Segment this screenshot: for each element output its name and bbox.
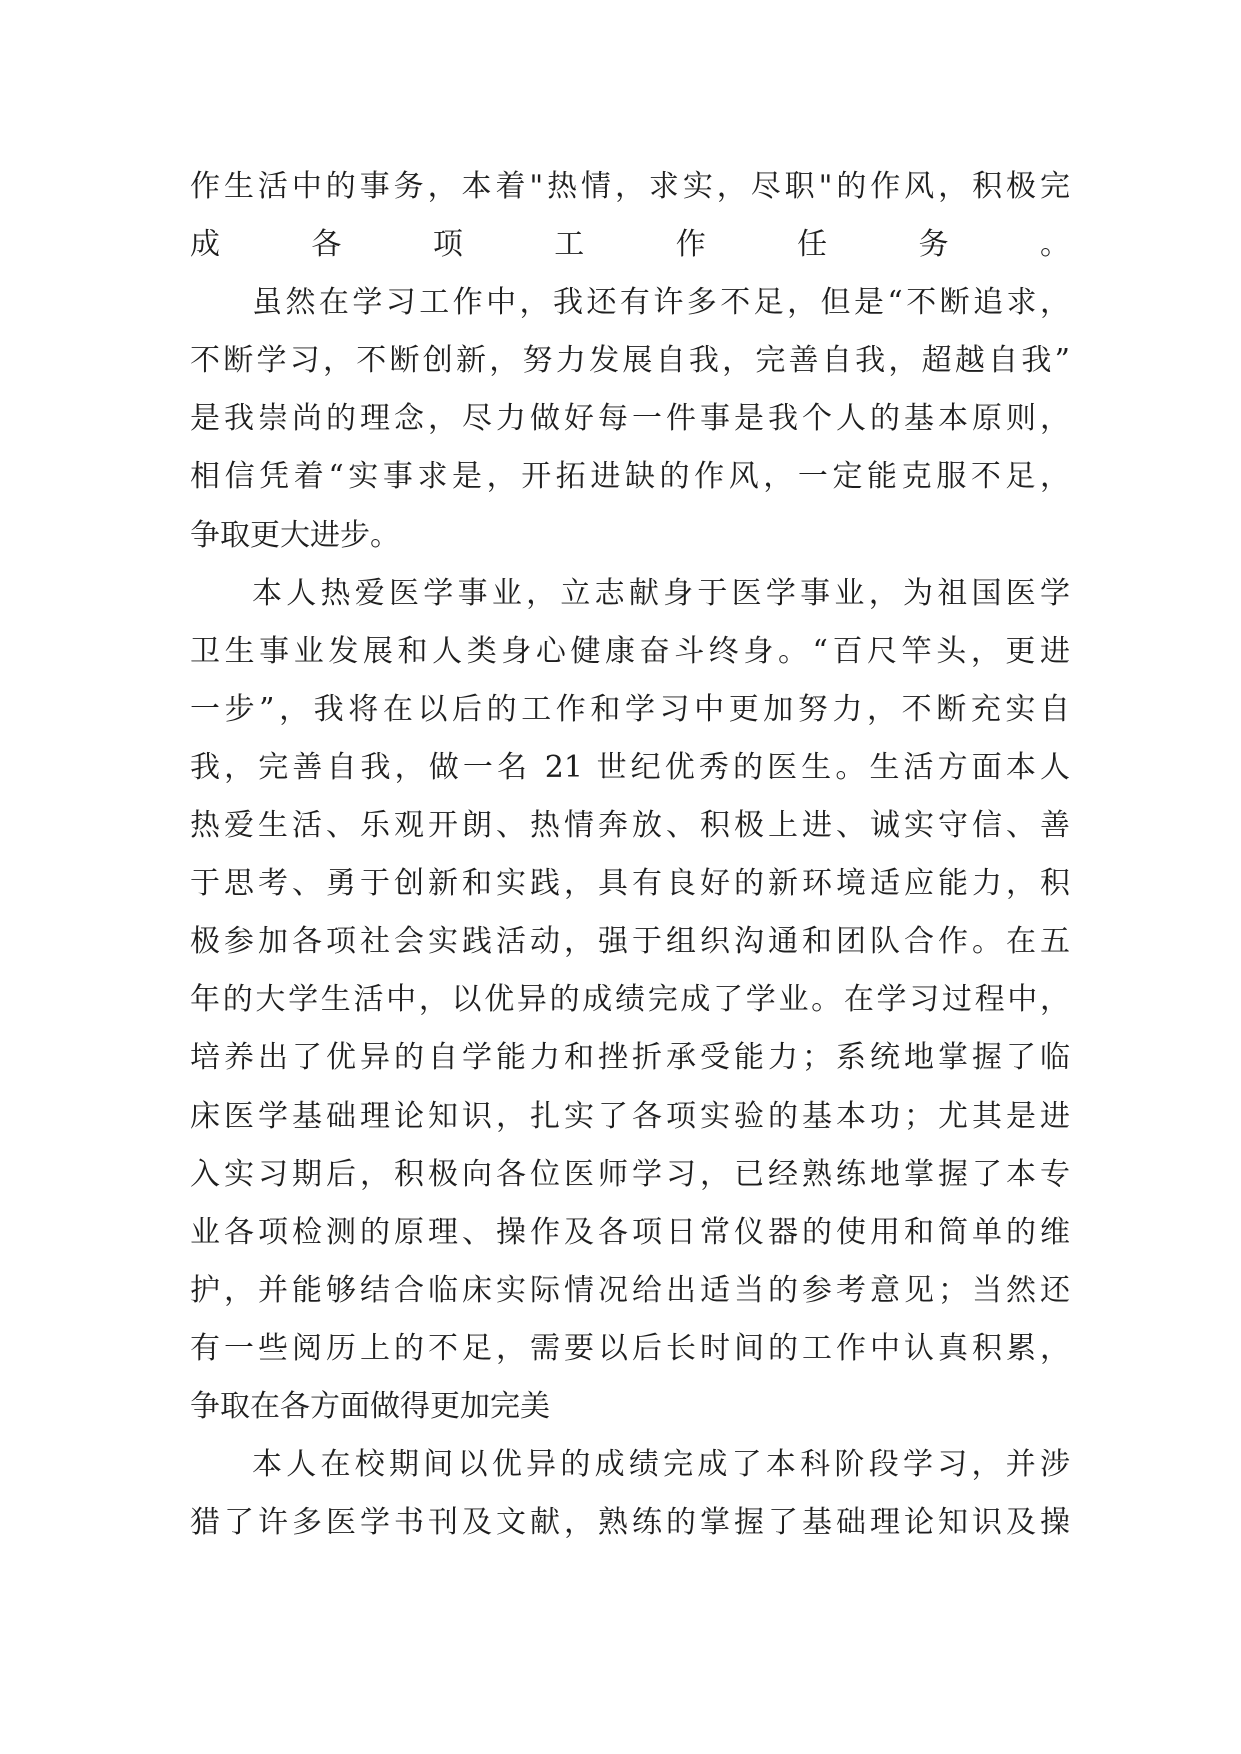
text-line: 本人热爱医学事业，立志献身于医学事业，为祖国医学 xyxy=(252,575,1070,611)
text-line: 是我崇尚的理念，尽力做好每一件事是我个人的基本原则， xyxy=(190,401,1070,437)
text-line: 不断学习，不断创新，努力发展自我，完善自我，超越自我” xyxy=(190,343,1070,379)
text-line: 护，并能够结合临床实际情况给出适当的参考意见；当然还 xyxy=(190,1272,1070,1308)
text-line: 床医学基础理论知识，扎实了各项实验的基本功；尤其是进 xyxy=(190,1098,1070,1134)
text-line: 热爱生活、乐观开朗、热情奔放、积极上进、诚实守信、善 xyxy=(190,808,1070,844)
text-line: 争取在各方面做得更加完美 xyxy=(190,1388,550,1424)
text-line: 极参加各项社会实践活动，强于组织沟通和团队合作。在五 xyxy=(190,924,1070,960)
paragraph xyxy=(190,158,1070,274)
text-line: 争取更大进步。 xyxy=(190,517,400,553)
paragraph xyxy=(190,1436,1070,1552)
text-line: 卫生事业发展和人类身心健康奋斗终身。“百尺竿头，更进 xyxy=(190,633,1070,669)
text-line: 成各项工作任务。 xyxy=(190,227,1070,263)
text-line: 本人在校期间以优异的成绩完成了本科阶段学习，并涉 xyxy=(252,1447,1070,1483)
text-line: 作生活中的事务，本着"热情，求实，尽职"的作风，积极完 xyxy=(190,169,1070,204)
text-line: 业各项检测的原理、操作及各项日常仪器的使用和简单的维 xyxy=(190,1214,1070,1250)
paragraph xyxy=(190,565,1070,1436)
text-line: 虽然在学习工作中，我还有许多不足，但是“不断追求， xyxy=(252,285,1070,321)
body-text xyxy=(190,158,1070,1552)
text-line: 入实习期后，积极向各位医师学习，已经熟练地掌握了本专 xyxy=(190,1156,1070,1192)
text-line: 年的大学生活中，以优异的成绩完成了学业。在学习过程中， xyxy=(190,982,1070,1018)
text-line: 相信凭着“实事求是，开拓进缺的作风，一定能克服不足， xyxy=(190,459,1070,495)
text-line: 猎了许多医学书刊及文献，熟练的掌握了基础理论知识及操 xyxy=(190,1505,1070,1541)
text-line: 一步”，我将在以后的工作和学习中更加努力，不断充实自 xyxy=(190,691,1070,727)
text-line: 我，完善自我，做一名 21 世纪优秀的医生。生活方面本人 xyxy=(190,749,1070,785)
text-line: 培养出了优异的自学能力和挫折承受能力；系统地掌握了临 xyxy=(190,1040,1070,1076)
paragraph xyxy=(190,274,1070,564)
text-line: 于思考、勇于创新和实践，具有良好的新环境适应能力，积 xyxy=(190,866,1070,902)
text-line: 有一些阅历上的不足，需要以后长时间的工作中认真积累， xyxy=(190,1330,1070,1366)
